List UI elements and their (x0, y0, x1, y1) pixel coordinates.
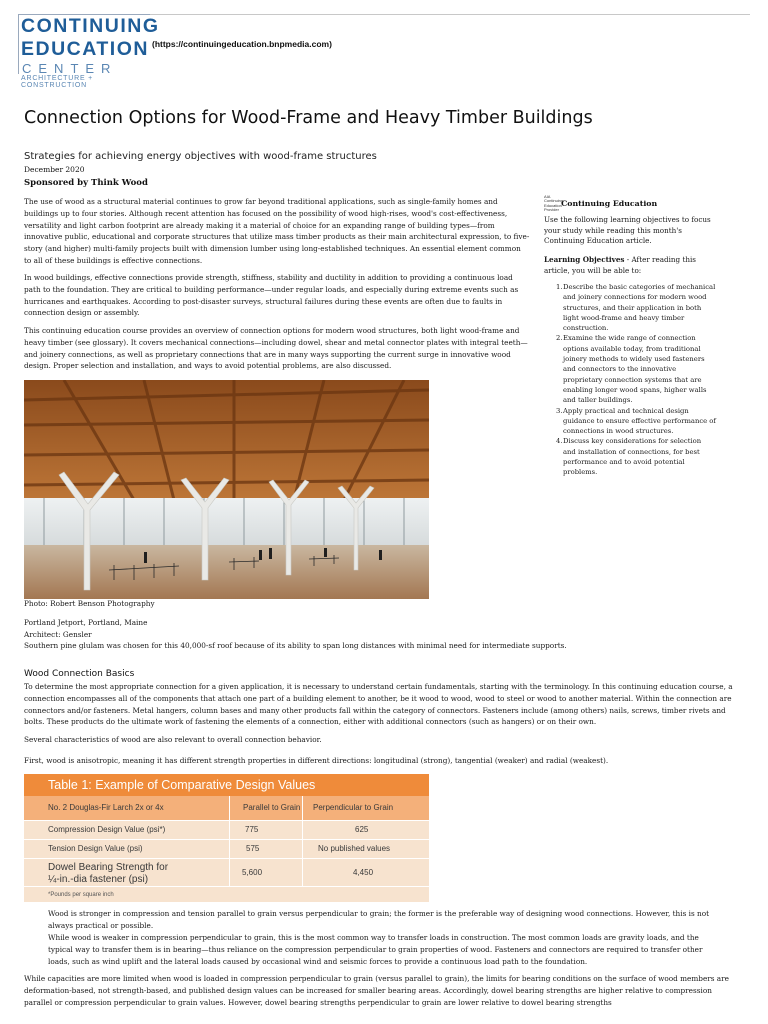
photo-credit: Photo: Robert Benson Photography (24, 599, 155, 608)
table-cell: 775 (245, 825, 259, 834)
article-date: December 2020 (24, 165, 85, 174)
table-divider (229, 796, 230, 886)
paragraph-terminology: To determine the most appropriate connection for a given application, it is necessary to understand certain fundamentals, starting with the terminology. In this continuing education course, a connection encompasses all of the components that attach one part of a building element to another, be it wood to wood, wood to steel or wood to another material. Within the connection are connectors and/or fasteners. Metal hangers, column bases and many other products fall within the category of connectors. Fasteners include (among others) nails, screws, timber rivets and bolts. These products do the ultimate work of fastening the elements of a connection, either with additional connectors (such as hangers) or on their own. (24, 682, 733, 727)
learning-objectives-lead: - After reading this article, you will be able to: (544, 255, 696, 275)
article-subtitle: Strategies for achieving energy objectives with wood-frame structures (24, 151, 377, 162)
comparative-design-values-table (24, 774, 429, 902)
learning-objectives-list (556, 282, 716, 478)
caption-description: Southern pine glulam was chosen for this 40,000-sf roof because of its ability to span long distances with minimal need for intermediate supports. (24, 641, 567, 650)
learning-objectives-intro (544, 255, 714, 276)
article-sponsor: Sponsored by Think Wood (24, 178, 148, 188)
site-logo[interactable] (18, 14, 160, 89)
logo-word-center: CENTER (22, 61, 118, 76)
table-cell: Compression Design Value (psi*) (48, 825, 166, 834)
table-cell: 5,600 (242, 868, 263, 877)
section-heading-wood-connection-basics: Wood Connection Basics (24, 669, 135, 679)
airport-interior-photo (24, 380, 429, 599)
aia-provider-icon: AIA Continuing Education Provider (544, 193, 564, 212)
table-cell: 625 (355, 825, 369, 834)
table-divider (24, 858, 429, 859)
list-item-perpendicular-grain: While wood is weaker in compression perpendicular to grain, this is the most common way to transfer loads in construction. The most common loads are gravity loads, and the typical way to transfer them is in bearing—thus reliance on the compression perpendicular to grain properties of wood. Fasteners and connectors are required to transfer other loads, such as wind uplift and the lateral loads caused by occasional wind and seismic forces to provide a continuous load path to the foundation. (48, 933, 703, 966)
table-cell: Dowel Bearing Strength for (48, 862, 169, 873)
paragraph-course-overview: This continuing education course provides an overview of connection options for modern wood structures, both light wood-frame and heavy timber (see glossary). It covers mechanical connections—including dowel, shear and metal connector plates with integral teeth—and joinery connections, as well as proprietary connections that are in many ways supporting the current surge in innovative wood design. Proper selection and installation, and ways to avoid potential problems, are also discussed. (24, 326, 528, 371)
article-title: Connection Options for Wood-Frame and Heavy Timber Buildings (24, 108, 593, 128)
header-rule (150, 14, 750, 15)
table-cell: 4,450 (353, 868, 374, 877)
list-item-compression-tension: Wood is stronger in compression and tension parallel to grain versus perpendicular to grain; the former is the preferable way of designing wood connections. However, this is not always practical or possible. (48, 909, 710, 930)
site-url-link[interactable]: (https://continuingeducation.bnpmedia.com) (152, 39, 332, 49)
table-footnote: *Pounds per square inch (48, 892, 114, 898)
table-divider (24, 820, 429, 821)
table-cell: No published values (318, 844, 391, 853)
objective-item: 3. Apply practical and technical design guidance to ensure effective performance of connections in wood structures. (556, 406, 716, 436)
table-header-perpendicular: Perpendicular to Grain (313, 803, 394, 812)
caption-architect: Architect: Gensler (24, 630, 92, 639)
ce-sidebar-intro: Use the following learning objectives to focus your study while reading this month's Continuing Education article. (544, 215, 711, 246)
objective-item: 4. Discuss key considerations for selection and installation of connections, for best performance and to avoid potential problems. (556, 437, 702, 477)
paragraph-connections: In wood buildings, effective connections provide strength, stiffness, stability and ductility in addition to providing a continuous load path to the foundation. They are critical to building performance—under regular loads, and especially during extreme events such as hurricanes and earthquakes. According to post-disaster surveys, structural failures during these events are often due to faults in connection design or assembly. (24, 273, 519, 318)
ce-sidebar-header (544, 193, 657, 212)
objective-item: 1. Describe the basic categories of mechanical and joinery connections for modern wood structures, and their application in both light wood-frame and heavy timber construction. (556, 283, 716, 333)
logo-tagline: ARCHITECTURE + CONSTRUCTION (21, 75, 94, 89)
logo-word-education: EDUCATION (21, 38, 149, 60)
paragraph-capacities: While capacities are more limited when wood is loaded in compression perpendicular to grain (versus parallel to grain), the limits for bearing conditions on the surface of wood members are deformation-based, not strength-based, and published design values can be increased for smaller bearing areas. Accordingly, dowel bearing strengths are higher relative to compression parallel or compression perpendicular to grain values. However, dowel bearing strengths perpendicular to grain are lower relative to dowel bearing strengths (24, 974, 729, 1007)
paragraph-intro: The use of wood as a structural material continues to grow far beyond traditional applications, such as single-family homes and buildings up to four stories. Although recent attention has focused on the possibility of wood high-rises, wood's cost-effectiveness, versatility and light carbon footprint are already making it a material of choice for an expanding range of building types—from innovative public, educational and corporate structures that utilize mass timber products as their main architectural expression, to five-story (and higher) multi-family projects built with dimension lumber using long-established techniques. An essential element common to all of these buildings is effective connections. (24, 197, 530, 265)
table-cell: ¼-in.-dia fastener (psi) (48, 874, 149, 885)
table-divider (24, 886, 429, 887)
table-header-species: No. 2 Douglas-Fir Larch 2x or 4x (48, 803, 164, 812)
table-divider (302, 796, 303, 886)
table-cell: Tension Design Value (psi) (48, 844, 143, 853)
logo-word-continuing: CONTINUING (21, 15, 160, 37)
paragraph-characteristics: Several characteristics of wood are also relevant to overall connection behavior. (24, 735, 322, 744)
learning-objectives-label: Learning Objectives (544, 255, 625, 264)
ce-sidebar-title: Continuing Education (561, 199, 658, 208)
caption-project: Portland Jetport, Portland, Maine (24, 618, 148, 627)
table-cell: 575 (246, 844, 260, 853)
table-header-parallel: Parallel to Grain (243, 803, 301, 812)
photo-illustration (24, 380, 429, 599)
table-title: Table 1: Example of Comparative Design Values (24, 774, 429, 796)
paragraph-anisotropic: First, wood is anisotropic, meaning it has different strength properties in different directions: longitudinal (strong), tangential (weaker) and radial (weakest). (24, 756, 609, 765)
table-divider (24, 839, 429, 840)
objective-item: 2. Examine the wide range of connection options available today, from traditional joinery methods to widely used fasteners and connectors to the innovative proprietary connection systems that are enabling longer wood spans, higher walls and taller buildings. (556, 334, 707, 405)
